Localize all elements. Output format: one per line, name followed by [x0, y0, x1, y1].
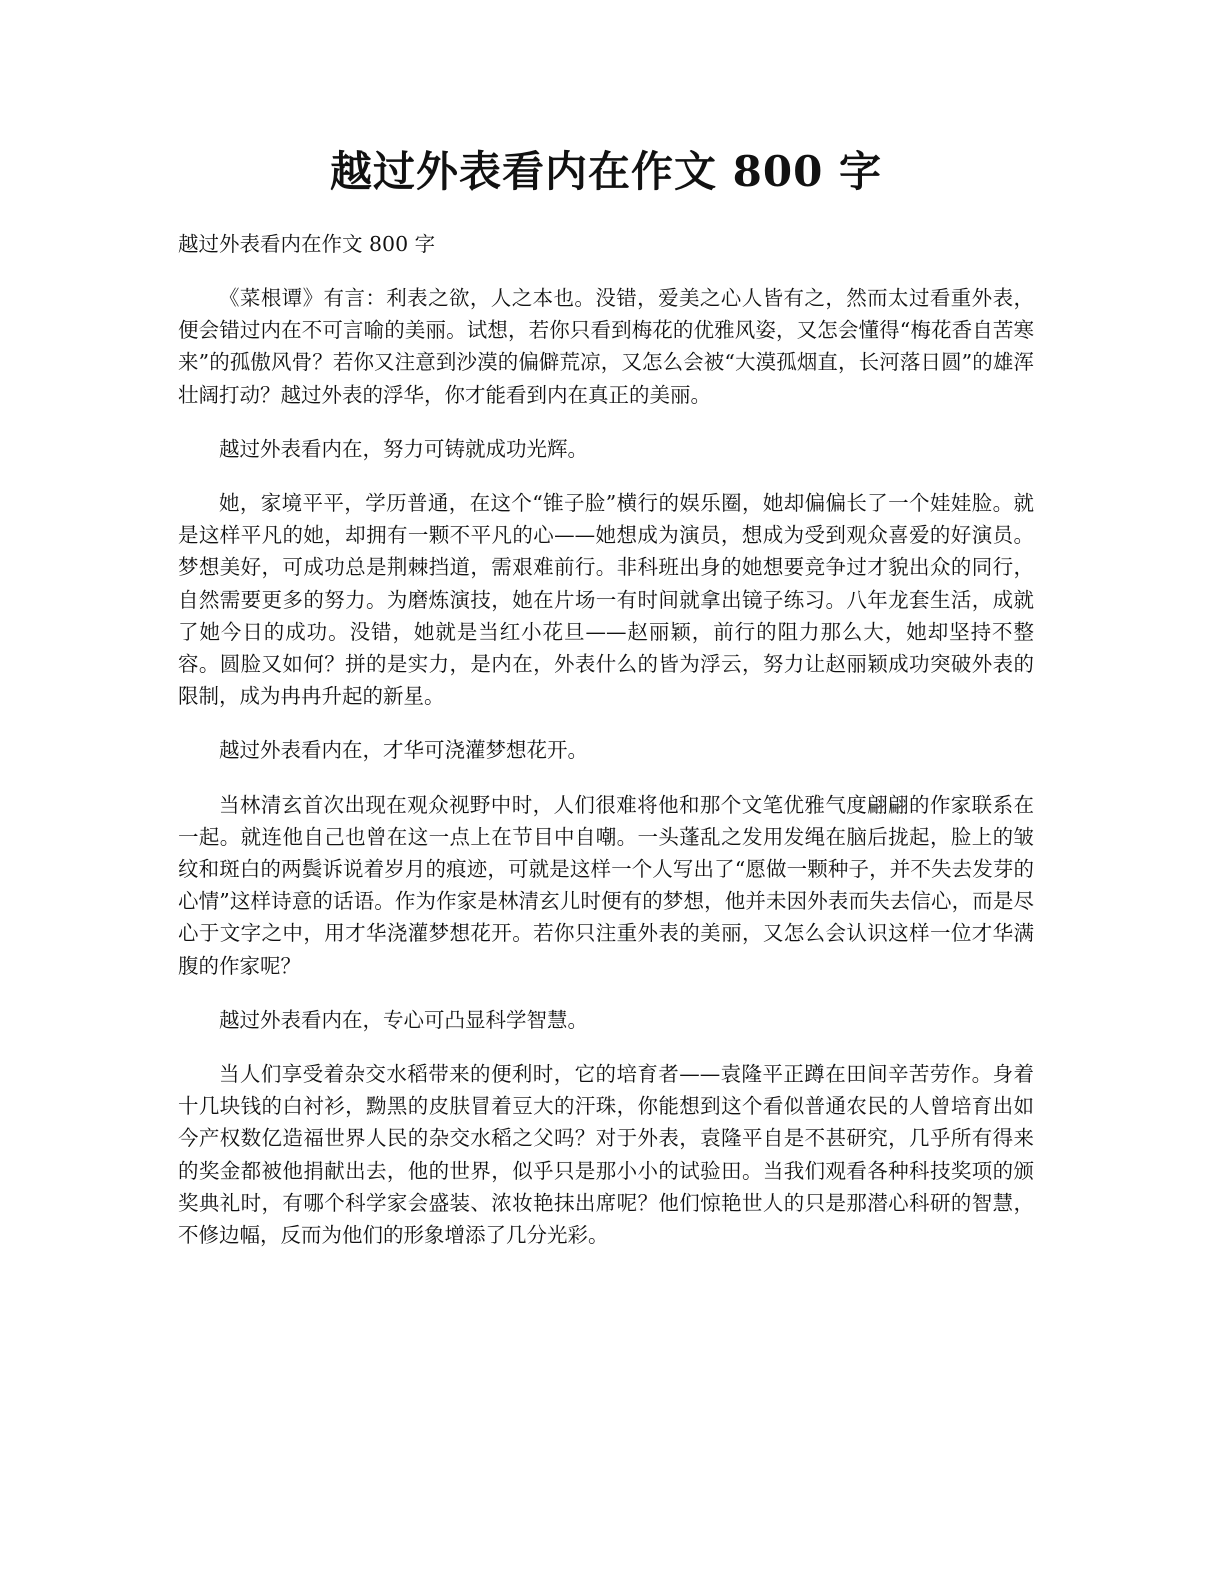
paragraph-thesis-focus: 越过外表看内在，专心可凸显科学智慧。: [219, 1007, 588, 1032]
paragraph-thesis-effort: 越过外表看内在，努力可铸就成功光辉。: [219, 436, 588, 461]
document-subtitle: 越过外表看内在作文 800 字: [178, 232, 436, 256]
paragraph-intro: 《菜根谭》有言：利表之欲，人之本也。没错，爱美之心人皆有之，然而太过看重外表，便会错过内在不可言喻的美丽。试想，若你只看到梅花的优雅风姿，又怎会懂得“梅花香自苦寒来”的孤傲风骨？若你又注意到沙漠的偏僻荒凉，又怎么会被“大漠孤烟直，长河落日圆”的雄浑壮阔打动？越过外表的浮华，你才能看到内在真正的美丽。: [178, 286, 1034, 407]
paragraph-thesis-talent: 越过外表看内在，才华可浇灌梦想花开。: [219, 738, 588, 763]
paragraph-example-lin-qingxuan: 当林清玄首次出现在观众视野中时，人们很难将他和那个文笔优雅气度翩翩的作家联系在一起。就连他自己也曾在这一点上在节目中自嘲。一头蓬乱之发用发绳在脑后拢起，脸上的皱纹和斑白的两鬓诉说着岁月的痕迹，可就是这样一个人写出了“愿做一颗种子，并不失去发芽的心情”这样诗意的话语。作为作家是林清玄儿时便有的梦想，他并未因外表而失去信心，而是尽心于文字之中，用才华浇灌梦想花开。若你只注重外表的美丽，又怎么会认识这样一位才华满腹的作家呢？: [178, 792, 1034, 978]
paragraph-example-zhao-liying: 她，家境平平，学历普通，在这个“锥子脸”横行的娱乐圈，她却偏偏长了一个娃娃脸。就是这样平凡的她，却拥有一颗不平凡的心——她想成为演员，想成为受到观众喜爱的好演员。梦想美好，可成功总是荆棘挡道，需艰难前行。非科班出身的她想要竞争过才貌出众的同行，自然需要更多的努力。为磨炼演技，她在片场一有时间就拿出镜子练习。八年龙套生活，成就了她今日的成功。没错，她就是当红小花旦——赵丽颖，前行的阻力那么大，她却坚持不整容。圆脸又如何？拼的是实力，是内在，外表什么的皆为浮云，努力让赵丽颖成功突破外表的限制，成为冉冉升起的新星。: [178, 491, 1034, 709]
document-title: 越过外表看内在作文 800 字: [330, 147, 882, 196]
document-body: [178, 282, 1034, 1273]
paragraph-example-yuan-longping: 当人们享受着杂交水稻带来的便利时，它的培育者——袁隆平正蹲在田间辛苦劳作。身着十几块钱的白衬衫，黝黑的皮肤冒着豆大的汗珠，你能想到这个看似普通农民的人曾培育出如今产权数亿造福世界人民的杂交水稻之父吗？对于外表，袁隆平自是不甚研究，几乎所有得来的奖金都被他捐献出去，他的世界，似乎只是那小小的试验田。当我们观看各种科技奖项的颁奖典礼时，有哪个科学家会盛装、浓妆艳抹出席呢？他们惊艳世人的只是那潜心科研的智慧，不修边幅，反而为他们的形象增添了几分光彩。: [178, 1062, 1034, 1248]
